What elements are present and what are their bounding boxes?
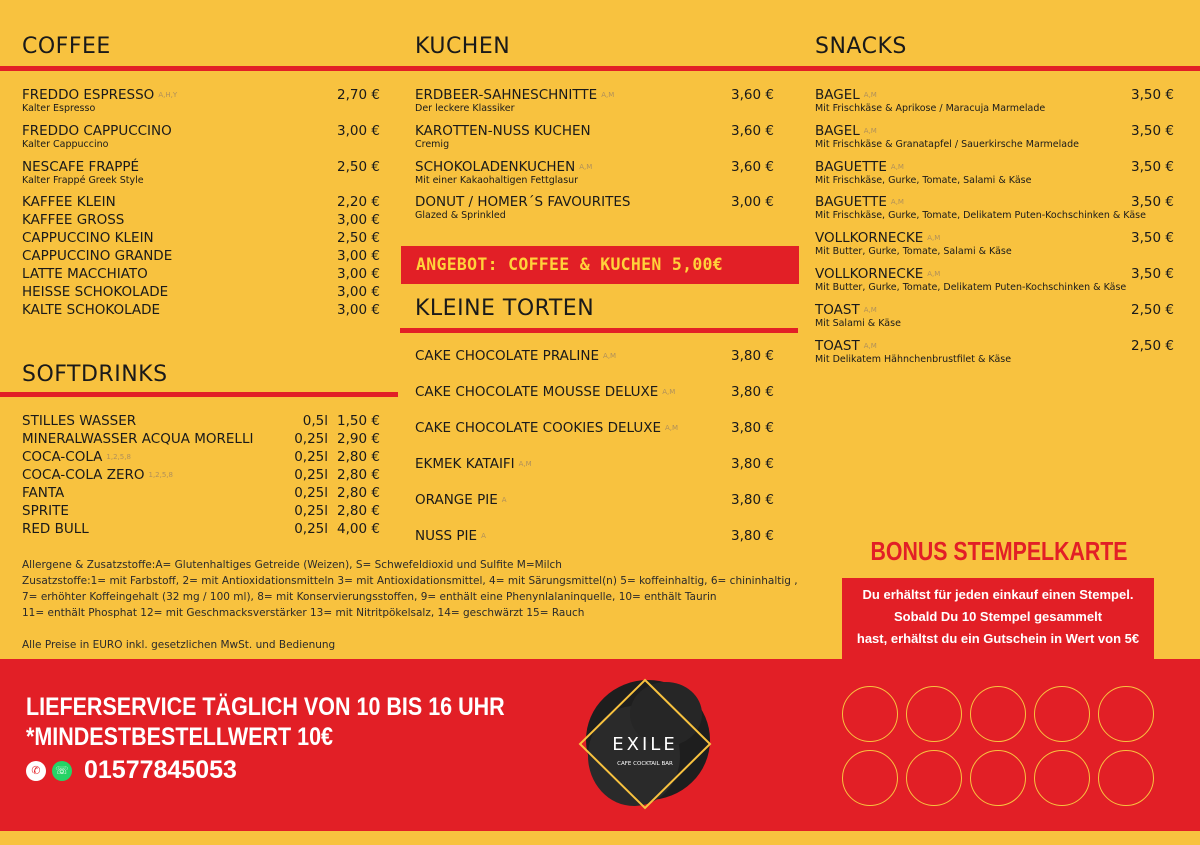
menu-item-size: 0,25l bbox=[294, 521, 328, 537]
menu-item-size: 0,25l bbox=[294, 467, 328, 483]
menu-item-price: 3,00 € bbox=[337, 123, 380, 139]
menu-item: DONUT / HOMER´S FAVOURITES Glazed & Sprinkled bbox=[415, 194, 631, 221]
notes-line: Alle Preise in EURO inkl. gesetzlichen MwSt. und Bedienung bbox=[22, 639, 336, 651]
menu-item: EKMEK KATAIFI A,M bbox=[415, 456, 532, 472]
menu-item-price: 3,60 € bbox=[731, 159, 774, 175]
menu-item-price: 3,50 € bbox=[1131, 230, 1174, 246]
notes-line: 7= erhöhter Koffeingehalt (32 mg / 100 ml), 8= mit Konservierungsstoffen, 9= enthält eine Phenynlalaninquelle, 10= enthält Taurin bbox=[22, 591, 717, 603]
menu-item: CAPPUCCINO KLEIN bbox=[22, 230, 154, 246]
menu-item: FREDDO ESPRESSO A,H,Y Kalter Espresso bbox=[22, 87, 178, 114]
bonus-line: Sobald Du 10 Stempel gesammelt bbox=[893, 609, 1103, 624]
exile-logo bbox=[570, 668, 720, 818]
menu-item: CAKE CHOCOLATE MOUSSE DELUXE A,M bbox=[415, 384, 676, 400]
menu-item: KALTE SCHOKOLADE bbox=[22, 302, 161, 318]
stamp-circle bbox=[970, 750, 1026, 806]
menu-item-price: 3,00 € bbox=[337, 266, 380, 282]
coffee-title: COFFEE bbox=[22, 34, 111, 59]
menu-item-price: 3,80 € bbox=[731, 384, 774, 400]
notes-line: 11= enthält Phosphat 12= mit Geschmacksverstärker 13= mit Nitritpökelsalz, 14= geschwärzt 15= Rauch bbox=[22, 607, 585, 619]
stamp-circle bbox=[906, 750, 962, 806]
stamp-circle bbox=[970, 686, 1026, 742]
menu-item-price: 3,60 € bbox=[731, 87, 774, 103]
notes-line: Zusatzstoffe:1= mit Farbstoff, 2= mit Antioxidationsmitteln 3= mit Antioxidationsmittel, 4= mit Särungsmittel(n) 5= koffeinhaltig, 6= chininhaltig , bbox=[22, 575, 798, 587]
torten-divider bbox=[400, 328, 798, 333]
menu-item-price: 3,00 € bbox=[337, 248, 380, 264]
menu-item-price: 3,50 € bbox=[1131, 123, 1174, 139]
offer-banner: ANGEBOT: COFFEE & KUCHEN 5,00€ bbox=[401, 246, 799, 284]
menu-item-price: 2,80 € bbox=[337, 467, 380, 483]
menu-item: CAPPUCCINO GRANDE bbox=[22, 248, 173, 264]
menu-item: HEISSE SCHOKOLADE bbox=[22, 284, 169, 300]
notes-line: Allergene & Zusatzstoffe:A= Glutenhaltiges Getreide (Weizen), S= Schwefeldioxid und Sulfite M=Milch bbox=[22, 559, 562, 571]
logo-subtitle: CAFE COCKTAIL BAR bbox=[617, 761, 673, 767]
menu-item-price: 3,50 € bbox=[1131, 194, 1174, 210]
allergen-notes bbox=[22, 557, 798, 653]
menu-item: NESCAFE FRAPPÉ Kalter Frappé Greek Style bbox=[22, 159, 144, 186]
menu-item-price: 3,80 € bbox=[731, 492, 774, 508]
menu-item-price: 3,50 € bbox=[1131, 159, 1174, 175]
menu-item-size: 0,25l bbox=[294, 431, 328, 447]
menu-item-price: 2,50 € bbox=[337, 230, 380, 246]
stamp-circle bbox=[1098, 750, 1154, 806]
menu-item: CAKE CHOCOLATE COOKIES DELUXE A,M bbox=[415, 420, 679, 436]
menu-item: ERDBEER-SAHNESCHNITTE A,M Der leckere Klassiker bbox=[415, 87, 615, 114]
kuchen-title: KUCHEN bbox=[415, 34, 511, 59]
footer-bottom-strip bbox=[0, 831, 1200, 845]
menu-item-price: 3,80 € bbox=[731, 348, 774, 364]
menu-item: BAGUETTE A,M Mit Frischkäse, Gurke, Tomate, Salami & Käse bbox=[815, 159, 1032, 186]
logo-name: EXILE bbox=[612, 734, 678, 755]
menu-item: VOLLKORNECKE A,M Mit Butter, Gurke, Tomate, Salami & Käse bbox=[815, 230, 1012, 257]
softdrinks-title: SOFTDRINKS bbox=[22, 362, 168, 387]
menu-item: SCHOKOLADENKUCHEN A,M Mit einer Kakaohaltigen Fettglasur bbox=[415, 159, 593, 186]
menu-item-size: 0,25l bbox=[294, 485, 328, 501]
menu-item: BAGUETTE A,M Mit Frischkäse, Gurke, Tomate, Delikatem Puten-Kochschinken & Käse bbox=[815, 194, 1146, 221]
menu-item-price: 3,00 € bbox=[731, 194, 774, 210]
stamp-circle bbox=[906, 686, 962, 742]
menu-item-price: 2,80 € bbox=[337, 449, 380, 465]
delivery-hours: LIEFERSERVICE TÄGLICH VON 10 BIS 16 UHR bbox=[26, 693, 505, 721]
menu-item: TOAST A,M Mit Salami & Käse bbox=[815, 302, 901, 329]
menu-item-price: 2,20 € bbox=[337, 194, 380, 210]
menu-item: BAGEL A,M Mit Frischkäse & Aprikose / Maracuja Marmelade bbox=[815, 87, 1046, 114]
menu-item: KAROTTEN-NUSS KUCHEN Cremig bbox=[415, 123, 591, 150]
menu-item: KAFFEE KLEIN bbox=[22, 194, 116, 210]
menu-item-size: 0,25l bbox=[294, 449, 328, 465]
menu-item-price: 3,00 € bbox=[337, 212, 380, 228]
menu-item-price: 2,50 € bbox=[1131, 338, 1174, 354]
whatsapp-icon: ☏ bbox=[52, 761, 72, 781]
bonus-description bbox=[842, 578, 1154, 660]
bonus-title: BONUS STEMPELKARTE bbox=[870, 536, 1128, 566]
menu-item-size: 0,5l bbox=[302, 413, 328, 429]
snacks-divider bbox=[800, 66, 1200, 71]
menu-item: VOLLKORNECKE A,M Mit Butter, Gurke, Tomate, Delikatem Puten-Kochschinken & Käse bbox=[815, 266, 1127, 293]
menu-item-price: 3,80 € bbox=[731, 420, 774, 436]
contact-row bbox=[26, 756, 237, 785]
coffee-divider bbox=[0, 66, 400, 71]
menu-item-price: 3,00 € bbox=[337, 284, 380, 300]
bonus-line: hast, erhältst du ein Gutschein in Wert von 5€ bbox=[856, 631, 1140, 646]
menu-item-price: 3,50 € bbox=[1131, 87, 1174, 103]
minimum-order: *MINDESTBESTELLWERT 10€ bbox=[26, 723, 334, 751]
menu-item: KAFFEE GROSS bbox=[22, 212, 125, 228]
softdrinks-divider bbox=[0, 392, 398, 397]
menu-item-price: 2,70 € bbox=[337, 87, 380, 103]
menu-item: CAKE CHOCOLATE PRALINE A,M bbox=[415, 348, 617, 364]
snacks-title: SNACKS bbox=[815, 34, 907, 59]
menu-item: LATTE MACCHIATO bbox=[22, 266, 148, 282]
menu-item-price: 3,80 € bbox=[731, 456, 774, 472]
menu-item: MINERALWASSER ACQUA MORELLI bbox=[22, 431, 254, 447]
menu-item-price: 3,80 € bbox=[731, 528, 774, 544]
menu-item: STILLES WASSER bbox=[22, 413, 137, 429]
menu-item-price: 3,50 € bbox=[1131, 266, 1174, 282]
menu-item: NUSS PIE A bbox=[415, 528, 486, 544]
menu-item-price: 2,80 € bbox=[337, 503, 380, 519]
menu-item-price: 4,00 € bbox=[337, 521, 380, 537]
menu-item-price: 3,60 € bbox=[731, 123, 774, 139]
menu-item-price: 2,50 € bbox=[1131, 302, 1174, 318]
stamp-circle bbox=[1098, 686, 1154, 742]
menu-item: TOAST A,M Mit Delikatem Hähnchenbrustfilet & Käse bbox=[815, 338, 1012, 365]
menu-item: ORANGE PIE A bbox=[415, 492, 507, 508]
menu-item: COCA-COLA ZERO 1,2,5,8 bbox=[22, 467, 173, 483]
menu-item: COCA-COLA 1,2,5,8 bbox=[22, 449, 131, 465]
menu-item-price: 2,50 € bbox=[337, 159, 380, 175]
menu-item-price: 3,00 € bbox=[337, 302, 380, 318]
stamp-circle bbox=[1034, 686, 1090, 742]
stamp-circle bbox=[842, 686, 898, 742]
stamp-circle bbox=[1034, 750, 1090, 806]
menu-item-price: 2,90 € bbox=[337, 431, 380, 447]
kuchen-divider bbox=[400, 66, 800, 71]
menu-item: RED BULL bbox=[22, 521, 89, 537]
bonus-line: Du erhältst für jeden einkauf einen Stempel. bbox=[862, 587, 1134, 602]
phone-number[interactable]: 01577845053 bbox=[84, 756, 237, 784]
menu-item: SPRITE bbox=[22, 503, 69, 519]
menu-item: FREDDO CAPPUCCINO Kalter Cappuccino bbox=[22, 123, 172, 150]
torten-title: KLEINE TORTEN bbox=[415, 296, 595, 321]
menu-item-price: 2,80 € bbox=[337, 485, 380, 501]
stamp-circle bbox=[842, 750, 898, 806]
menu-item-price: 1,50 € bbox=[337, 413, 380, 429]
menu-item: FANTA bbox=[22, 485, 65, 501]
menu-item-size: 0,25l bbox=[294, 503, 328, 519]
menu-item: BAGEL A,M Mit Frischkäse & Granatapfel / Sauerkirsche Marmelade bbox=[815, 123, 1079, 150]
phone-icon: ✆ bbox=[26, 761, 46, 781]
